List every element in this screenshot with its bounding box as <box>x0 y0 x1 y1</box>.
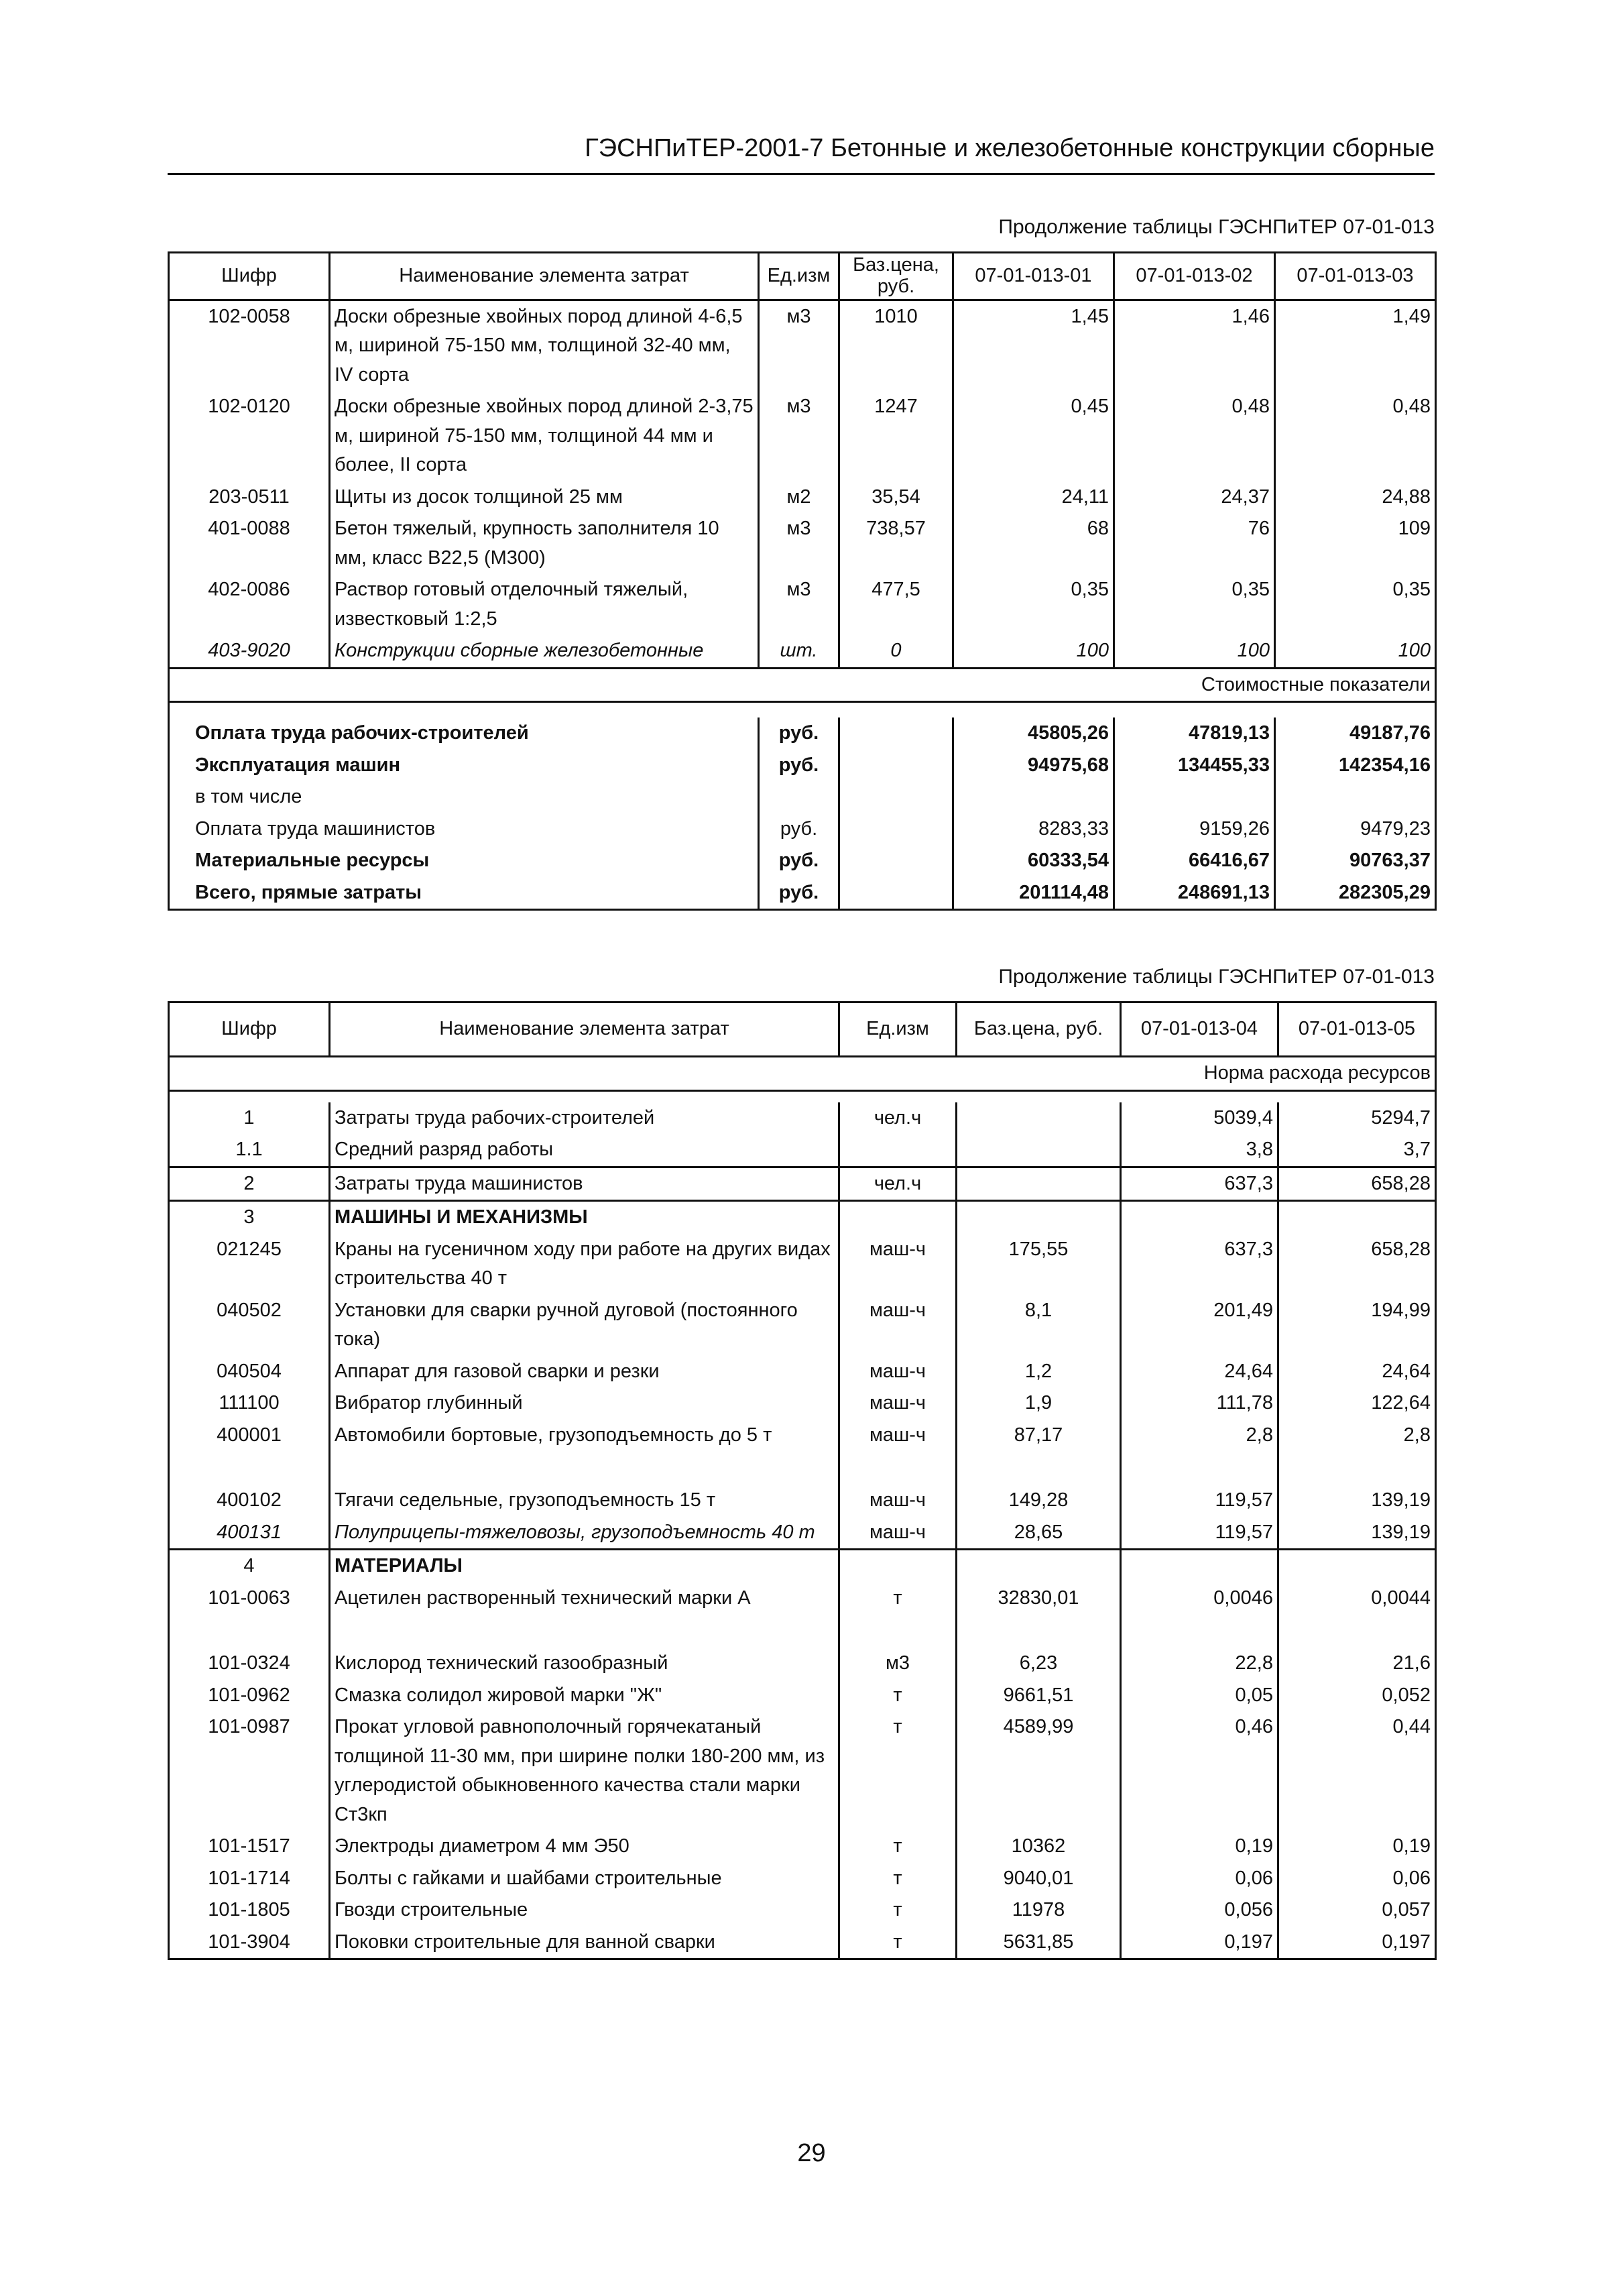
cell-unit <box>839 1201 957 1234</box>
cell-value: 0,35 <box>953 574 1114 635</box>
cell-code: 101-0324 <box>169 1648 330 1680</box>
cell-name: Конструкции сборные железобетонные <box>330 635 759 668</box>
cell-value: 0,44 <box>1278 1711 1436 1831</box>
cell-unit: маш-ч <box>839 1420 957 1485</box>
cell-code: 101-0987 <box>169 1711 330 1831</box>
cell-unit: маш-ч <box>839 1485 957 1517</box>
cell-price: 28,65 <box>957 1517 1121 1550</box>
cost-price-empty <box>839 718 953 750</box>
spacer-row <box>169 702 1436 718</box>
cell-price: 35,54 <box>839 481 953 514</box>
cost-unit: руб. <box>759 750 839 782</box>
cell-value: 139,19 <box>1278 1517 1436 1550</box>
cell-value <box>953 781 1114 813</box>
cell-price <box>957 1167 1121 1201</box>
cell-value: 2,8 <box>1278 1420 1436 1485</box>
cell-unit: м2 <box>759 481 839 514</box>
cell-code: 4 <box>169 1550 330 1583</box>
band-label: Норма расхода ресурсов <box>169 1057 1436 1091</box>
cell-code: 101-3904 <box>169 1927 330 1959</box>
cell-code: 203-0511 <box>169 481 330 514</box>
table-row <box>169 391 1436 481</box>
cell-unit <box>839 1134 957 1167</box>
table-row <box>169 1517 1436 1550</box>
cell-value: 637,3 <box>1121 1234 1278 1295</box>
cell-price: 1,9 <box>957 1387 1121 1420</box>
cell-name: Смазка солидол жировой марки "Ж" <box>330 1680 839 1712</box>
cell-price: 1,2 <box>957 1356 1121 1388</box>
table-row <box>169 1583 1436 1648</box>
cell-value: 45805,26 <box>953 718 1114 750</box>
cell-code: 1.1 <box>169 1134 330 1167</box>
cell-value: 0,197 <box>1278 1927 1436 1959</box>
t2-header-unit: Ед.изм <box>839 1002 957 1057</box>
cell-code: 040504 <box>169 1356 330 1388</box>
band-label: Стоимостные показатели <box>169 668 1436 702</box>
table2-caption: Продолжение таблицы ГЭСНПиТЕР 07-01-013 <box>998 966 1435 988</box>
cell-value: 0,45 <box>953 391 1114 481</box>
cell-price: 5631,85 <box>957 1927 1121 1959</box>
cell-value: 637,3 <box>1121 1167 1278 1201</box>
cell-name: Бетон тяжелый, крупность заполнителя 10 мм, класс B22,5 (M300) <box>330 513 759 574</box>
cell-unit: т <box>839 1583 957 1648</box>
cell-value: 0,056 <box>1121 1894 1278 1927</box>
cell-value: 0,19 <box>1278 1831 1436 1863</box>
cell-value: 122,64 <box>1278 1387 1436 1420</box>
cell-name: Затраты труда машинистов <box>330 1167 839 1201</box>
cost-name: Всего, прямые затраты <box>169 877 759 910</box>
cell-value: 0,0046 <box>1121 1583 1278 1648</box>
cell-value <box>1121 1550 1278 1583</box>
table-row <box>169 481 1436 514</box>
cell-value: 658,28 <box>1278 1234 1436 1295</box>
cell-value: 76 <box>1114 513 1275 574</box>
table-row <box>169 574 1436 635</box>
cell-code: 101-1517 <box>169 1831 330 1863</box>
table-row <box>169 1295 1436 1356</box>
cell-code: 400131 <box>169 1517 330 1550</box>
cell-price: 4589,99 <box>957 1711 1121 1831</box>
cell-price: 6,23 <box>957 1648 1121 1680</box>
cost-price-empty <box>839 877 953 910</box>
cell-name: Доски обрезные хвойных пород длиной 4-6,5 м, шириной 75-150 мм, толщиной 32-40 мм, IV сорта <box>330 300 759 391</box>
table-row <box>169 513 1436 574</box>
cell-value: 0,06 <box>1121 1863 1278 1895</box>
cell-value: 90763,37 <box>1275 845 1436 877</box>
cell-code: 040502 <box>169 1295 330 1356</box>
cell-price: 0 <box>839 635 953 668</box>
cell-value: 3,8 <box>1121 1134 1278 1167</box>
cell-value: 134455,33 <box>1114 750 1275 782</box>
cell-code: 403-9020 <box>169 635 330 668</box>
cell-price: 11978 <box>957 1894 1121 1927</box>
cell-name: Поковки строительные для ванной сварки <box>330 1927 839 1959</box>
cell-code: 402-0086 <box>169 574 330 635</box>
cell-value: 248691,13 <box>1114 877 1275 910</box>
cost-price-empty <box>839 750 953 782</box>
section-title: МАТЕРИАЛЫ <box>330 1550 839 1583</box>
table-row <box>169 1711 1436 1831</box>
table1 <box>168 251 1437 911</box>
cost-unit: руб. <box>759 877 839 910</box>
cost-unit: руб. <box>759 718 839 750</box>
cell-code: 2 <box>169 1167 330 1201</box>
cell-code: 101-0962 <box>169 1680 330 1712</box>
cell-name: Автомобили бортовые, грузоподъемность до 5 т <box>330 1420 839 1485</box>
table-row <box>169 1863 1436 1895</box>
cell-value: 100 <box>1114 635 1275 668</box>
cell-value: 47819,13 <box>1114 718 1275 750</box>
cell-value: 0,35 <box>1114 574 1275 635</box>
cell-code: 400001 <box>169 1420 330 1485</box>
table-row <box>169 1102 1436 1135</box>
cell-unit: т <box>839 1711 957 1831</box>
cost-row <box>169 845 1436 877</box>
table1-band-row <box>169 668 1436 702</box>
cell-unit: т <box>839 1680 957 1712</box>
cost-name: Оплата труда рабочих-строителей <box>169 718 759 750</box>
cost-unit <box>759 781 839 813</box>
table2 <box>168 1001 1437 1960</box>
cell-unit: маш-ч <box>839 1517 957 1550</box>
section-title: МАШИНЫ И МЕХАНИЗМЫ <box>330 1201 839 1234</box>
cell-value: 60333,54 <box>953 845 1114 877</box>
cell-value: 1,46 <box>1114 300 1275 391</box>
cell-name: Установки для сварки ручной дуговой (постоянного тока) <box>330 1295 839 1356</box>
cell-value: 119,57 <box>1121 1485 1278 1517</box>
document-header-title: ГЭСНПиТЕР-2001-7 Бетонные и железобетонные конструкции сборные <box>585 134 1435 162</box>
cell-unit: т <box>839 1894 957 1927</box>
table-row <box>169 1420 1436 1485</box>
cell-value: 100 <box>1275 635 1436 668</box>
table1-caption: Продолжение таблицы ГЭСНПиТЕР 07-01-013 <box>998 216 1435 238</box>
cell-value: 0,19 <box>1121 1831 1278 1863</box>
cell-value: 0,06 <box>1278 1863 1436 1895</box>
cell-value: 201114,48 <box>953 877 1114 910</box>
cell-value: 3,7 <box>1278 1134 1436 1167</box>
table-row <box>169 1485 1436 1517</box>
table-row <box>169 1894 1436 1927</box>
cell-unit: м3 <box>759 513 839 574</box>
table-row <box>169 1234 1436 1295</box>
cell-code: 102-0058 <box>169 300 330 391</box>
cell-unit: м3 <box>839 1648 957 1680</box>
cell-name: Полуприцепы-тяжеловозы, грузоподъемность 40 т <box>330 1517 839 1550</box>
table-row <box>169 1387 1436 1420</box>
cost-row <box>169 877 1436 910</box>
cell-name: Прокат угловой равнополочный горячекатаный толщиной 11-30 мм, при ширине полки 180-200 мм, из углеродистой обыкновенного качества стали марки Ст3кп <box>330 1711 839 1831</box>
cost-name: Материальные ресурсы <box>169 845 759 877</box>
cell-code: 102-0120 <box>169 391 330 481</box>
cell-name: Затраты труда рабочих-строителей <box>330 1102 839 1135</box>
cell-code: 401-0088 <box>169 513 330 574</box>
table2-header-row <box>169 1002 1436 1057</box>
cell-name: Раствор готовый отделочный тяжелый, известковый 1:2,5 <box>330 574 759 635</box>
cell-price: 10362 <box>957 1831 1121 1863</box>
cell-value: 2,8 <box>1121 1420 1278 1485</box>
cell-unit <box>839 1550 957 1583</box>
cell-value: 68 <box>953 513 1114 574</box>
cell-value: 0,48 <box>1114 391 1275 481</box>
cell-value: 111,78 <box>1121 1387 1278 1420</box>
cell-code: 101-1805 <box>169 1894 330 1927</box>
cell-value: 21,6 <box>1278 1648 1436 1680</box>
cell-value: 142354,16 <box>1275 750 1436 782</box>
cell-price <box>957 1201 1121 1234</box>
cell-unit: т <box>839 1831 957 1863</box>
cell-price: 8,1 <box>957 1295 1121 1356</box>
cell-code: 111100 <box>169 1387 330 1420</box>
t1-header-price: Баз.цена, руб. <box>839 253 953 300</box>
table-row <box>169 1927 1436 1959</box>
cost-row <box>169 750 1436 782</box>
table-row <box>169 1167 1436 1201</box>
cell-value <box>1275 781 1436 813</box>
t2-header-code: Шифр <box>169 1002 330 1057</box>
table-row <box>169 1648 1436 1680</box>
cost-name: в том числе <box>169 781 759 813</box>
cell-value: 5294,7 <box>1278 1102 1436 1135</box>
cell-price: 9661,51 <box>957 1680 1121 1712</box>
t1-header-col2: 07-01-013-02 <box>1114 253 1275 300</box>
cost-unit: руб. <box>759 813 839 846</box>
cell-value: 0,05 <box>1121 1680 1278 1712</box>
cell-value <box>1114 781 1275 813</box>
cost-name: Эксплуатация машин <box>169 750 759 782</box>
cell-value: 0,197 <box>1121 1927 1278 1959</box>
cell-value: 1,49 <box>1275 300 1436 391</box>
cost-name: Оплата труда машинистов <box>169 813 759 846</box>
cell-value: 0,35 <box>1275 574 1436 635</box>
cell-value: 0,057 <box>1278 1894 1436 1927</box>
cost-price-empty <box>839 781 953 813</box>
spacer-row <box>169 1090 1436 1102</box>
cell-value: 49187,76 <box>1275 718 1436 750</box>
cell-unit: маш-ч <box>839 1387 957 1420</box>
cell-value: 194,99 <box>1278 1295 1436 1356</box>
cell-value: 119,57 <box>1121 1517 1278 1550</box>
cell-price <box>957 1102 1121 1135</box>
cell-value: 0,0044 <box>1278 1583 1436 1648</box>
cell-unit: шт. <box>759 635 839 668</box>
table-row <box>169 1356 1436 1388</box>
section-row <box>169 1550 1436 1583</box>
cost-price-empty <box>839 845 953 877</box>
cell-value: 201,49 <box>1121 1295 1278 1356</box>
cell-unit: м3 <box>759 391 839 481</box>
cell-value: 22,8 <box>1121 1648 1278 1680</box>
cell-value <box>1278 1201 1436 1234</box>
cell-value: 24,64 <box>1121 1356 1278 1388</box>
cell-value: 8283,33 <box>953 813 1114 846</box>
cell-name: Кислород технический газообразный <box>330 1648 839 1680</box>
cell-value: 24,37 <box>1114 481 1275 514</box>
cell-unit: маш-ч <box>839 1356 957 1388</box>
cell-price: 32830,01 <box>957 1583 1121 1648</box>
cell-name: Ацетилен растворенный технический марки А <box>330 1583 839 1648</box>
cell-value: 0,46 <box>1121 1711 1278 1831</box>
cell-unit: чел.ч <box>839 1167 957 1201</box>
cell-value <box>1121 1201 1278 1234</box>
table-row <box>169 1831 1436 1863</box>
cost-unit: руб. <box>759 845 839 877</box>
table-row <box>169 1134 1436 1167</box>
t1-header-col1: 07-01-013-01 <box>953 253 1114 300</box>
cost-row <box>169 781 1436 813</box>
table-row <box>169 1680 1436 1712</box>
t2-header-col4: 07-01-013-04 <box>1121 1002 1278 1057</box>
cell-code: 101-0063 <box>169 1583 330 1648</box>
cell-value: 9159,26 <box>1114 813 1275 846</box>
cell-price: 149,28 <box>957 1485 1121 1517</box>
table2-band-row <box>169 1057 1436 1091</box>
cost-row <box>169 718 1436 750</box>
cell-price: 87,17 <box>957 1420 1121 1485</box>
t2-header-col5: 07-01-013-05 <box>1278 1002 1436 1057</box>
table-row <box>169 300 1436 391</box>
cell-name: Вибратор глубинный <box>330 1387 839 1420</box>
cell-unit: маш-ч <box>839 1234 957 1295</box>
t1-header-code: Шифр <box>169 253 330 300</box>
cell-price: 738,57 <box>839 513 953 574</box>
cell-value: 1,45 <box>953 300 1114 391</box>
cell-unit: м3 <box>759 300 839 391</box>
cell-value: 100 <box>953 635 1114 668</box>
cell-name: Гвозди строительные <box>330 1894 839 1927</box>
cell-name: Электроды диаметром 4 мм Э50 <box>330 1831 839 1863</box>
header-rule <box>168 173 1435 175</box>
cell-price: 477,5 <box>839 574 953 635</box>
cell-name: Щиты из досок толщиной 25 мм <box>330 481 759 514</box>
cell-name: Краны на гусеничном ходу при работе на других видах строительства 40 т <box>330 1234 839 1295</box>
section-row <box>169 1201 1436 1234</box>
cell-value: 94975,68 <box>953 750 1114 782</box>
cell-value: 139,19 <box>1278 1485 1436 1517</box>
cell-code: 021245 <box>169 1234 330 1295</box>
t1-header-unit: Ед.изм <box>759 253 839 300</box>
t1-header-col3: 07-01-013-03 <box>1275 253 1436 300</box>
cell-code: 3 <box>169 1201 330 1234</box>
t2-header-name: Наименование элемента затрат <box>330 1002 839 1057</box>
table1-header-row <box>169 253 1436 300</box>
cell-value: 9479,23 <box>1275 813 1436 846</box>
cell-value: 0,052 <box>1278 1680 1436 1712</box>
cell-name: Доски обрезные хвойных пород длиной 2-3,75 м, шириной 75-150 мм, толщиной 44 мм и более, II сорта <box>330 391 759 481</box>
cell-value: 24,11 <box>953 481 1114 514</box>
cell-value: 66416,67 <box>1114 845 1275 877</box>
cell-unit: т <box>839 1927 957 1959</box>
cost-price-empty <box>839 813 953 846</box>
t1-header-name: Наименование элемента затрат <box>330 253 759 300</box>
cell-price: 1247 <box>839 391 953 481</box>
cell-name: Тягачи седельные, грузоподъемность 15 т <box>330 1485 839 1517</box>
cell-price: 1010 <box>839 300 953 391</box>
cell-code: 1 <box>169 1102 330 1135</box>
cell-code: 101-1714 <box>169 1863 330 1895</box>
cell-unit: маш-ч <box>839 1295 957 1356</box>
cell-value <box>1278 1550 1436 1583</box>
page-number: 29 <box>797 2139 826 2167</box>
cell-unit: м3 <box>759 574 839 635</box>
cell-price <box>957 1550 1121 1583</box>
cell-value: 282305,29 <box>1275 877 1436 910</box>
cell-unit: чел.ч <box>839 1102 957 1135</box>
cell-price: 175,55 <box>957 1234 1121 1295</box>
cell-value: 5039,4 <box>1121 1102 1278 1135</box>
cell-value: 24,64 <box>1278 1356 1436 1388</box>
cost-row <box>169 813 1436 846</box>
cell-value: 24,88 <box>1275 481 1436 514</box>
t2-header-price: Баз.цена, руб. <box>957 1002 1121 1057</box>
cell-price: 9040,01 <box>957 1863 1121 1895</box>
cell-price <box>957 1134 1121 1167</box>
cell-name: Средний разряд работы <box>330 1134 839 1167</box>
cell-value: 109 <box>1275 513 1436 574</box>
cell-code: 400102 <box>169 1485 330 1517</box>
table-row <box>169 635 1436 668</box>
cell-value: 0,48 <box>1275 391 1436 481</box>
cell-unit: т <box>839 1863 957 1895</box>
cell-value: 658,28 <box>1278 1167 1436 1201</box>
cell-name: Аппарат для газовой сварки и резки <box>330 1356 839 1388</box>
cell-name: Болты с гайками и шайбами строительные <box>330 1863 839 1895</box>
